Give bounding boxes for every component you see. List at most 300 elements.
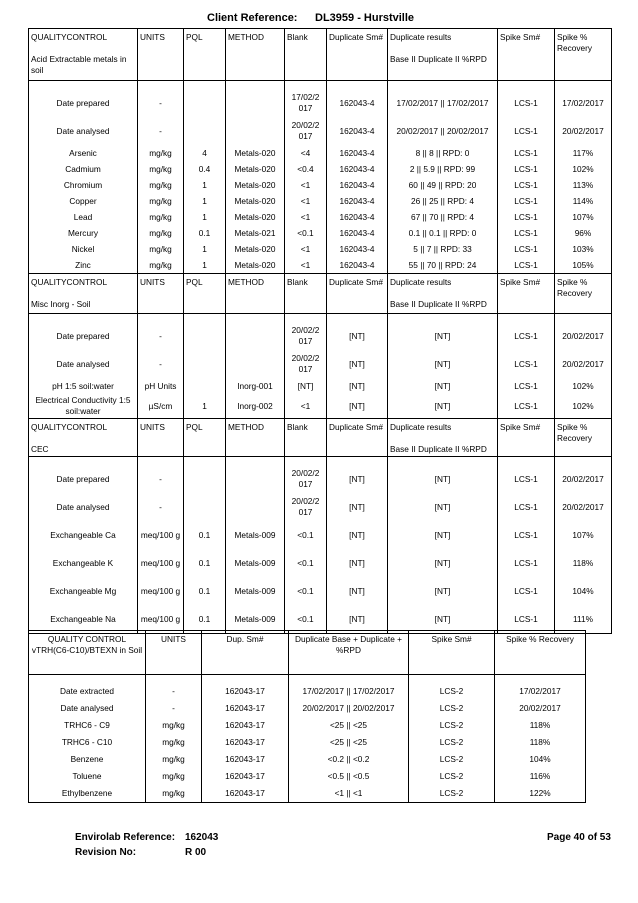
- pql-header: PQL: [184, 29, 226, 81]
- metals-header-qc: [29, 29, 138, 81]
- cell-blank: <4: [285, 145, 327, 161]
- table-row: [29, 394, 612, 419]
- cell-units: meq/100 g: [138, 605, 184, 634]
- spacer-cell: [226, 314, 285, 323]
- spacer-cell: [29, 81, 138, 90]
- spacer-row: [29, 675, 586, 684]
- cell-blank: <1: [285, 209, 327, 225]
- cell-dup_sm: [NT]: [327, 465, 388, 493]
- cell-units: mg/kg: [138, 177, 184, 193]
- cell-name: Date extracted: [29, 683, 146, 700]
- vtrh-header-qc: QUALITY CONTROL vTRH(C6-C10)/BTEXN in Soil: [29, 631, 146, 675]
- cell-name: Electrical Conductivity 1:5 soil:water: [29, 394, 138, 419]
- cell-rec: 96%: [555, 225, 612, 241]
- table-row: [29, 145, 612, 161]
- cell-name: Copper: [29, 193, 138, 209]
- cell-spike_sm: LCS-2: [409, 734, 495, 751]
- cell-dup_sm: 162043-4: [327, 177, 388, 193]
- cell-dup_sm: [NT]: [327, 350, 388, 378]
- cell-dup: 55 || 70 || RPD: 24: [388, 257, 498, 274]
- cell-pql: 0.1: [184, 521, 226, 549]
- spacer-cell: [555, 81, 612, 90]
- cell-dup: 17/02/2017 || 17/02/2017: [289, 683, 409, 700]
- table-row: [29, 241, 612, 257]
- cell-dup_sm: [NT]: [327, 521, 388, 549]
- cell-spike_sm: LCS-2: [409, 751, 495, 768]
- spacer-cell: [226, 457, 285, 466]
- cell-dup_sm: [NT]: [327, 493, 388, 521]
- cell-method: Metals-020: [226, 161, 285, 177]
- table-row: [29, 717, 586, 734]
- cell-blank: <0.1: [285, 225, 327, 241]
- cell-dup: 17/02/2017 || 17/02/2017: [388, 89, 498, 117]
- cell-units: -: [138, 117, 184, 145]
- cell-dup_sm: 162043-17: [202, 734, 289, 751]
- cell-dup: [NT]: [388, 605, 498, 634]
- cell-rec: 118%: [495, 734, 586, 751]
- cell-dup: [NT]: [388, 577, 498, 605]
- cell-dup: 20/02/2017 || 20/02/2017: [388, 117, 498, 145]
- cell-spike_sm: LCS-1: [498, 89, 555, 117]
- cell-rec: 105%: [555, 257, 612, 274]
- spacer-row: [29, 81, 612, 90]
- table-row: [29, 577, 612, 605]
- cell-name: TRHC6 - C9: [29, 717, 146, 734]
- cell-blank: <0.1: [285, 521, 327, 549]
- cell-name: Lead: [29, 209, 138, 225]
- cell-method: Metals-020: [226, 145, 285, 161]
- cell-rec: 103%: [555, 241, 612, 257]
- duplicate-results-sub: Base II Duplicate II %RPD: [390, 444, 487, 454]
- cell-spike_sm: LCS-1: [498, 145, 555, 161]
- misc-header-row: [29, 274, 612, 314]
- vtrh-header-dup: Duplicate Base + Duplicate + %RPD: [289, 631, 409, 675]
- units-header: UNITS: [138, 419, 184, 457]
- client-reference-value: DL3959 - Hurstville: [315, 12, 415, 24]
- cell-dup_sm: 162043-4: [327, 161, 388, 177]
- qc-label: QUALITYCONTROL: [31, 277, 108, 287]
- cell-name: Date prepared: [29, 89, 138, 117]
- cell-rec: 117%: [555, 145, 612, 161]
- cell-units: µS/cm: [138, 394, 184, 419]
- cell-method: [226, 322, 285, 350]
- cell-name: TRHC6 - C10: [29, 734, 146, 751]
- qc-label: QUALITYCONTROL: [31, 422, 108, 432]
- spacer-cell: [388, 314, 498, 323]
- cell-spike_sm: LCS-1: [498, 177, 555, 193]
- table-row: [29, 700, 586, 717]
- cell-pql: 1: [184, 177, 226, 193]
- cell-dup_sm: 162043-4: [327, 117, 388, 145]
- spacer-cell: [138, 314, 184, 323]
- cell-rec: 102%: [555, 161, 612, 177]
- cell-blank: 20/02/2 017: [285, 117, 327, 145]
- spacer-cell: [409, 675, 495, 684]
- cell-blank: <0.1: [285, 605, 327, 634]
- spike-sm-header: Spike Sm#: [498, 274, 555, 314]
- revision-label: Revision No:: [75, 847, 137, 858]
- method-header: METHOD: [226, 29, 285, 81]
- spacer-cell: [285, 81, 327, 90]
- table-row: [29, 257, 612, 274]
- cell-dup: [NT]: [388, 549, 498, 577]
- cell-rec: 114%: [555, 193, 612, 209]
- cell-pql: 1: [184, 241, 226, 257]
- duplicate-results-header: [388, 419, 498, 457]
- cell-method: Metals-020: [226, 177, 285, 193]
- spacer-cell: [138, 81, 184, 90]
- table-row: [29, 350, 612, 378]
- cell-spike_sm: LCS-1: [498, 549, 555, 577]
- spacer-cell: [327, 314, 388, 323]
- cell-spike_sm: LCS-2: [409, 683, 495, 700]
- spacer-cell: [388, 457, 498, 466]
- cell-units: pH Units: [138, 378, 184, 394]
- qc-table-main: [28, 28, 612, 634]
- duplicate-results-sub: Base II Duplicate II %RPD: [390, 54, 487, 64]
- spike-recovery-header: Spike % Recovery: [555, 419, 612, 457]
- cell-pql: [184, 493, 226, 521]
- cell-blank: <1: [285, 193, 327, 209]
- cell-units: meq/100 g: [138, 577, 184, 605]
- spacer-row: [29, 457, 612, 466]
- cell-dup: <0.2 || <0.2: [289, 751, 409, 768]
- spacer-cell: [285, 457, 327, 466]
- cell-blank: <0.1: [285, 549, 327, 577]
- cell-dup: <0.5 || <0.5: [289, 768, 409, 785]
- blank-header: Blank: [285, 29, 327, 81]
- cell-rec: 20/02/2017: [555, 465, 612, 493]
- cell-method: Metals-009: [226, 521, 285, 549]
- cell-rec: 118%: [555, 549, 612, 577]
- cell-dup_sm: 162043-17: [202, 751, 289, 768]
- spike-recovery-header: Spike % Recovery: [555, 274, 612, 314]
- vtrh-header-units: UNITS: [146, 631, 202, 675]
- cell-name: pH 1:5 soil:water: [29, 378, 138, 394]
- cell-method: Metals-020: [226, 209, 285, 225]
- cell-method: Inorg-001: [226, 378, 285, 394]
- cell-dup_sm: [NT]: [327, 549, 388, 577]
- cell-dup: 8 || 8 || RPD: 0: [388, 145, 498, 161]
- cell-pql: 1: [184, 394, 226, 419]
- revision-value: R 00: [185, 847, 207, 858]
- vtrh-header-spike_sm: Spike Sm#: [409, 631, 495, 675]
- cell-rec: 102%: [555, 378, 612, 394]
- spacer-cell: [327, 81, 388, 90]
- section-subject: Misc Inorg - Soil: [31, 299, 91, 309]
- table-row: [29, 177, 612, 193]
- table-row: [29, 209, 612, 225]
- pql-header: PQL: [184, 419, 226, 457]
- cell-spike_sm: LCS-1: [498, 605, 555, 634]
- pql-header: PQL: [184, 274, 226, 314]
- cell-pql: 0.1: [184, 577, 226, 605]
- cell-dup: [NT]: [388, 521, 498, 549]
- cell-dup: <25 || <25: [289, 734, 409, 751]
- cell-name: Exchangeable Ca: [29, 521, 138, 549]
- cell-name: Nickel: [29, 241, 138, 257]
- cell-units: mg/kg: [146, 734, 202, 751]
- cell-method: Inorg-002: [226, 394, 285, 419]
- cell-spike_sm: LCS-1: [498, 493, 555, 521]
- cell-pql: 1: [184, 193, 226, 209]
- cell-spike_sm: LCS-2: [409, 785, 495, 803]
- vtrh-header-dup_sm: Dup. Sm#: [202, 631, 289, 675]
- cell-dup: 67 || 70 || RPD: 4: [388, 209, 498, 225]
- cell-pql: [184, 465, 226, 493]
- cell-dup_sm: 162043-4: [327, 89, 388, 117]
- cell-rec: 20/02/2017: [495, 700, 586, 717]
- cell-spike_sm: LCS-1: [498, 394, 555, 419]
- spacer-cell: [495, 675, 586, 684]
- qc-label: QUALITYCONTROL: [31, 32, 108, 42]
- cell-rec: 102%: [555, 394, 612, 419]
- cell-spike_sm: LCS-1: [498, 322, 555, 350]
- cell-dup: 5 || 7 || RPD: 33: [388, 241, 498, 257]
- cell-units: mg/kg: [146, 751, 202, 768]
- method-header: METHOD: [226, 274, 285, 314]
- spacer-cell: [388, 81, 498, 90]
- cell-rec: 113%: [555, 177, 612, 193]
- cell-method: Metals-009: [226, 577, 285, 605]
- spacer-cell: [29, 675, 146, 684]
- cell-spike_sm: LCS-1: [498, 241, 555, 257]
- cell-spike_sm: LCS-1: [498, 577, 555, 605]
- cell-dup_sm: [NT]: [327, 378, 388, 394]
- cell-units: mg/kg: [138, 241, 184, 257]
- cell-blank: 20/02/2 017: [285, 322, 327, 350]
- spacer-cell: [184, 457, 226, 466]
- cell-dup_sm: 162043-17: [202, 768, 289, 785]
- cell-dup: <1 || <1: [289, 785, 409, 803]
- cell-name: Zinc: [29, 257, 138, 274]
- cell-method: [226, 117, 285, 145]
- cell-units: mg/kg: [138, 209, 184, 225]
- cell-dup_sm: 162043-4: [327, 225, 388, 241]
- cell-pql: [184, 350, 226, 378]
- cell-method: Metals-020: [226, 241, 285, 257]
- cec-header-qc: [29, 419, 138, 457]
- blank-header: Blank: [285, 419, 327, 457]
- blank-header: Blank: [285, 274, 327, 314]
- cell-pql: 0.1: [184, 605, 226, 634]
- cell-units: meq/100 g: [138, 549, 184, 577]
- cell-blank: 20/02/2 017: [285, 350, 327, 378]
- cell-rec: 104%: [555, 577, 612, 605]
- cell-rec: 107%: [555, 209, 612, 225]
- duplicate-sm-header: Duplicate Sm#: [327, 419, 388, 457]
- cell-units: -: [138, 350, 184, 378]
- cell-rec: 17/02/2017: [555, 89, 612, 117]
- cell-dup: [NT]: [388, 465, 498, 493]
- cell-pql: [184, 89, 226, 117]
- cell-units: mg/kg: [138, 145, 184, 161]
- cell-dup_sm: 162043-17: [202, 700, 289, 717]
- duplicate-sm-header: Duplicate Sm#: [327, 29, 388, 81]
- cell-dup_sm: 162043-17: [202, 717, 289, 734]
- cell-pql: [184, 322, 226, 350]
- cell-units: mg/kg: [138, 161, 184, 177]
- spacer-cell: [555, 457, 612, 466]
- cell-blank: 17/02/2 017: [285, 89, 327, 117]
- cell-dup_sm: [NT]: [327, 322, 388, 350]
- cell-method: Metals-009: [226, 549, 285, 577]
- cell-method: Metals-020: [226, 193, 285, 209]
- cell-units: mg/kg: [138, 225, 184, 241]
- spacer-cell: [285, 314, 327, 323]
- cell-name: Date analysed: [29, 700, 146, 717]
- cell-rec: 20/02/2017: [555, 350, 612, 378]
- cell-dup_sm: [NT]: [327, 394, 388, 419]
- cell-name: Date prepared: [29, 465, 138, 493]
- cell-dup: [NT]: [388, 350, 498, 378]
- spike-sm-header: Spike Sm#: [498, 29, 555, 81]
- cell-spike_sm: LCS-1: [498, 521, 555, 549]
- cell-name: Date analysed: [29, 350, 138, 378]
- cell-method: Metals-021: [226, 225, 285, 241]
- cell-spike_sm: LCS-1: [498, 209, 555, 225]
- spacer-row: [29, 314, 612, 323]
- spacer-cell: [146, 675, 202, 684]
- spike-recovery-header: Spike % Recovery: [555, 29, 612, 81]
- cell-rec: 20/02/2017: [555, 322, 612, 350]
- cell-rec: 118%: [495, 717, 586, 734]
- cell-dup: 26 || 25 || RPD: 4: [388, 193, 498, 209]
- cell-name: Benzene: [29, 751, 146, 768]
- table-row: [29, 785, 586, 803]
- spacer-cell: [29, 314, 138, 323]
- cell-name: Date prepared: [29, 322, 138, 350]
- spacer-cell: [29, 457, 138, 466]
- cell-spike_sm: LCS-2: [409, 768, 495, 785]
- misc-header-qc: [29, 274, 138, 314]
- cell-blank: <1: [285, 257, 327, 274]
- cell-pql: 0.1: [184, 225, 226, 241]
- cell-blank: <1: [285, 394, 327, 419]
- envirolab-reference-value: 162043: [185, 832, 219, 843]
- spacer-cell: [226, 81, 285, 90]
- spike-sm-header: Spike Sm#: [498, 419, 555, 457]
- cell-spike_sm: LCS-1: [498, 117, 555, 145]
- duplicate-sm-header: Duplicate Sm#: [327, 274, 388, 314]
- client-reference-label: Client Reference:: [207, 12, 298, 24]
- duplicate-results-label: Duplicate results: [390, 32, 452, 42]
- envirolab-reference-label: Envirolab Reference:: [75, 832, 176, 843]
- section-subject: Acid Extractable metals in soil: [31, 54, 127, 75]
- cell-dup: [NT]: [388, 378, 498, 394]
- cell-dup: 20/02/2017 || 20/02/2017: [289, 700, 409, 717]
- duplicate-results-header: [388, 29, 498, 81]
- cell-blank: <1: [285, 241, 327, 257]
- cell-dup_sm: 162043-17: [202, 785, 289, 803]
- cell-name: Arsenic: [29, 145, 138, 161]
- duplicate-results-label: Duplicate results: [390, 277, 452, 287]
- cell-name: Cadmium: [29, 161, 138, 177]
- cell-units: mg/kg: [138, 193, 184, 209]
- cell-dup_sm: [NT]: [327, 577, 388, 605]
- cell-method: Metals-009: [226, 605, 285, 634]
- cell-method: [226, 465, 285, 493]
- table-row: [29, 193, 612, 209]
- cell-dup: 60 || 49 || RPD: 20: [388, 177, 498, 193]
- table-row: [29, 734, 586, 751]
- cell-dup_sm: 162043-4: [327, 209, 388, 225]
- cell-units: -: [146, 683, 202, 700]
- cell-name: Chromium: [29, 177, 138, 193]
- table-row: [29, 322, 612, 350]
- cell-dup: [NT]: [388, 394, 498, 419]
- cell-blank: 20/02/2 017: [285, 493, 327, 521]
- cell-pql: 1: [184, 209, 226, 225]
- cell-units: -: [146, 700, 202, 717]
- cell-units: mg/kg: [146, 768, 202, 785]
- spacer-cell: [184, 314, 226, 323]
- section-subject: CEC: [31, 444, 49, 454]
- cell-method: [226, 493, 285, 521]
- spacer-cell: [138, 457, 184, 466]
- cell-blank: <0.1: [285, 577, 327, 605]
- cell-dup_sm: 162043-4: [327, 241, 388, 257]
- table-row: [29, 768, 586, 785]
- duplicate-results-label: Duplicate results: [390, 422, 452, 432]
- table-row: [29, 117, 612, 145]
- units-header: UNITS: [138, 274, 184, 314]
- cell-spike_sm: LCS-1: [498, 465, 555, 493]
- table-row: [29, 225, 612, 241]
- cell-units: -: [138, 465, 184, 493]
- spacer-cell: [289, 675, 409, 684]
- cell-rec: 20/02/2017: [555, 493, 612, 521]
- cell-spike_sm: LCS-1: [498, 193, 555, 209]
- cell-blank: 20/02/2 017: [285, 465, 327, 493]
- method-header: METHOD: [226, 419, 285, 457]
- cell-dup_sm: [NT]: [327, 605, 388, 634]
- cell-spike_sm: LCS-2: [409, 700, 495, 717]
- cell-pql: 0.1: [184, 549, 226, 577]
- cell-pql: 1: [184, 257, 226, 274]
- cell-pql: [184, 117, 226, 145]
- cell-name: Date analysed: [29, 117, 138, 145]
- duplicate-results-sub: Base II Duplicate II %RPD: [390, 299, 487, 309]
- cell-spike_sm: LCS-2: [409, 717, 495, 734]
- cell-name: Date analysed: [29, 493, 138, 521]
- spacer-cell: [498, 81, 555, 90]
- cell-units: mg/kg: [146, 717, 202, 734]
- cell-rec: 17/02/2017: [495, 683, 586, 700]
- cell-rec: 20/02/2017: [555, 117, 612, 145]
- cell-units: -: [138, 322, 184, 350]
- cell-name: Mercury: [29, 225, 138, 241]
- cell-rec: 104%: [495, 751, 586, 768]
- cell-dup: [NT]: [388, 493, 498, 521]
- spacer-cell: [555, 314, 612, 323]
- cell-name: Exchangeable K: [29, 549, 138, 577]
- cell-dup_sm: 162043-4: [327, 145, 388, 161]
- cell-method: [226, 350, 285, 378]
- cell-blank: <0.4: [285, 161, 327, 177]
- cell-spike_sm: LCS-1: [498, 161, 555, 177]
- table-row: [29, 751, 586, 768]
- duplicate-results-header: [388, 274, 498, 314]
- cell-dup: <25 || <25: [289, 717, 409, 734]
- cell-units: -: [138, 89, 184, 117]
- spacer-cell: [184, 81, 226, 90]
- table-row: [29, 683, 586, 700]
- cell-dup_sm: 162043-17: [202, 683, 289, 700]
- cell-units: mg/kg: [146, 785, 202, 803]
- cell-blank: <1: [285, 177, 327, 193]
- cec-header-row: [29, 419, 612, 457]
